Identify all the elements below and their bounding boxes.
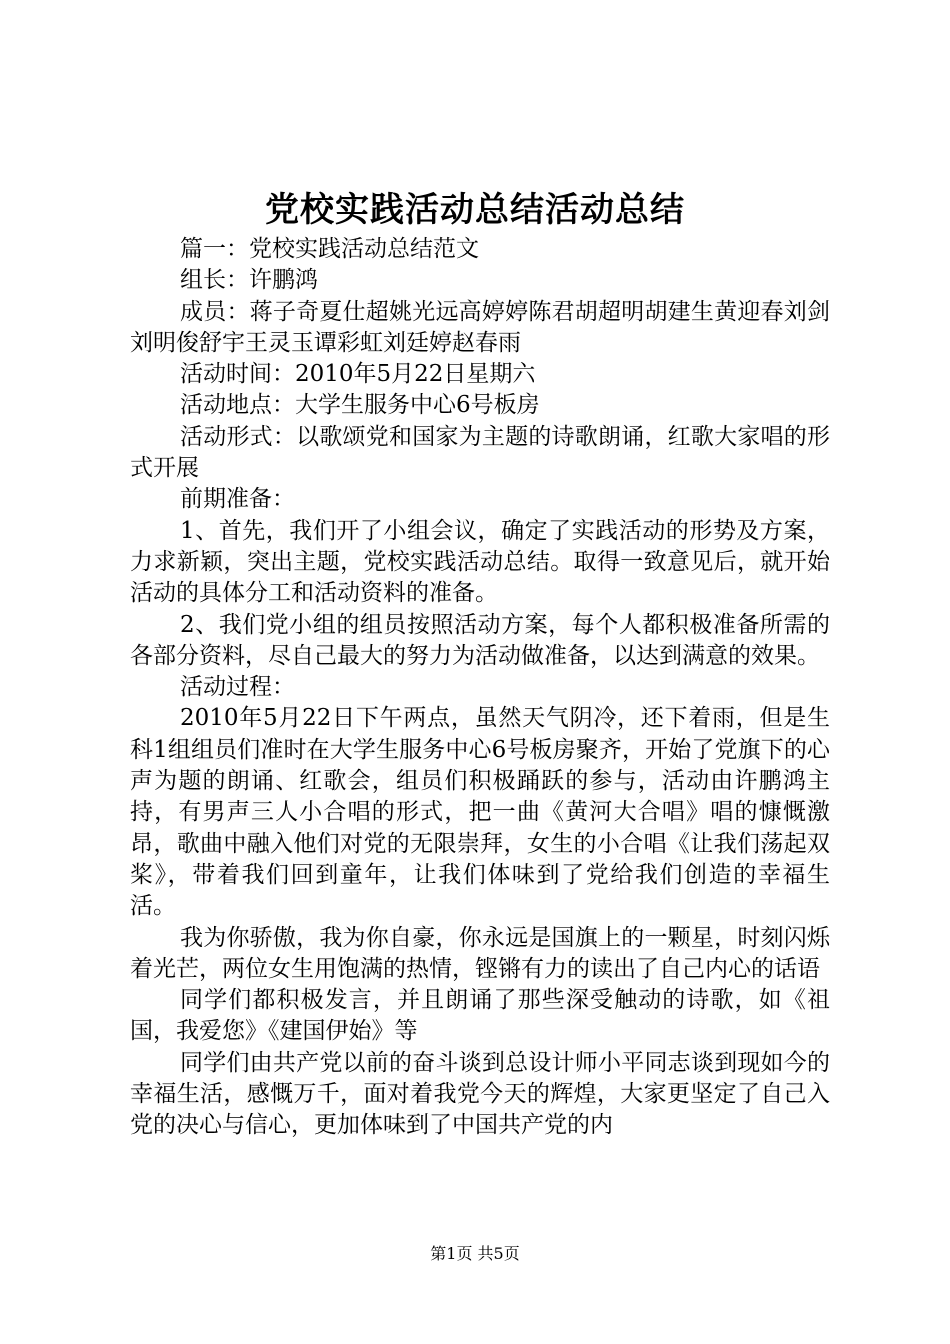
paragraph: 2、我们党小组的组员按照活动方案，每个人都积极准备所需的各部分资料，尽自己最大的努力为活动做准备，以达到满意的效果。	[130, 611, 830, 669]
document-title: 党校实践活动总结活动总结	[265, 190, 685, 230]
paragraph: 组长：许鹏鸿	[180, 267, 318, 294]
paragraph: 前期准备：	[180, 486, 295, 513]
paragraph: 篇一：党校实践活动总结范文	[180, 236, 479, 262]
paragraph: 同学们都积极发言，并且朗诵了那些深受触动的诗歌，如《祖国，我爱您》《建国伊始》等	[130, 987, 830, 1045]
paragraph: 活动地点：大学生服务中心6号板房	[180, 392, 540, 419]
paragraph: 1、首先，我们开了小组会议，确定了实践活动的形势及方案，力求新颖，突出主题，党校实践活动总结。取得一致意见后，就开始活动的具体分工和活动资料的准备。	[130, 517, 830, 607]
paragraph: 2010年5月22日下午两点，虽然天气阴冷，还下着雨，但是生科1组组员们准时在大学生服务中心6号板房聚齐，开始了党旗下的心声为题的朗诵、红歌会，组员们积极踊跃的参与，活动由许鹏鸿主持，有男声三人小合唱的形式，把一曲《黄河大合唱》唱的慷慨激昂，歌曲中融入他们对党的无限崇拜，女生的小合唱《让我们荡起双桨》，带着我们回到童年，让我们体味到了党给我们创造的幸福生活。	[130, 705, 830, 920]
paragraph: 活动时间：2010年5月22日星期六	[180, 361, 536, 388]
paragraph: 活动形式：以歌颂党和国家为主题的诗歌朗诵，红歌大家唱的形式开展	[130, 423, 830, 482]
paragraph: 我为你骄傲，我为你自豪，你永远是国旗上的一颗星，时刻闪烁着光芒，两位女生用饱满的热情，铿锵有力的读出了自己内心的话语	[130, 924, 830, 982]
paragraph: 同学们由共产党以前的奋斗谈到总设计师小平同志谈到现如今的幸福生活，感慨万千，面对着我党今天的辉煌，大家更坚定了自己入党的决心与信心，更加体味到了中国共产党的内	[130, 1049, 830, 1139]
paragraph: 成员：蒋子奇夏仕超姚光远高婷婷陈君胡超明胡建生黄迎春刘剑刘明俊舒宇王灵玉谭彩虹刘廷婷赵春雨	[130, 298, 830, 356]
paragraph: 活动过程：	[180, 674, 295, 701]
document-body	[130, 234, 830, 1142]
page-number-footer: 第1页 共5页	[430, 1244, 520, 1263]
